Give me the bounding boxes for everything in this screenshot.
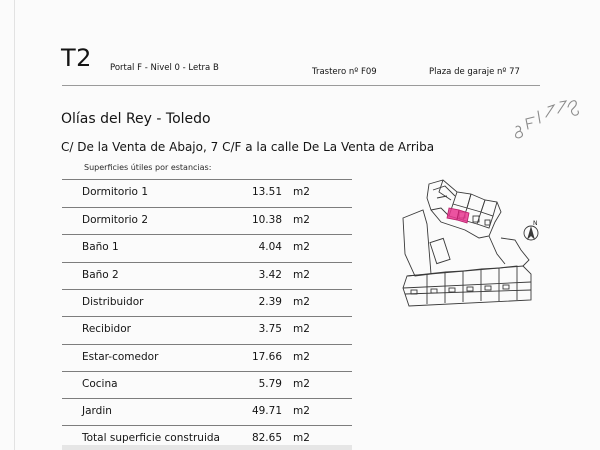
area-unit: m2 bbox=[293, 296, 310, 308]
area-unit: m2 bbox=[293, 269, 310, 281]
north-arrow-icon bbox=[524, 220, 538, 240]
area-unit: m2 bbox=[293, 323, 310, 335]
row-divider bbox=[62, 316, 352, 317]
room-label: Estar-comedor bbox=[82, 351, 159, 363]
handwritten-note-signature bbox=[512, 93, 582, 141]
table-bottom-edge bbox=[62, 445, 352, 450]
area-unit: m2 bbox=[293, 405, 310, 417]
table-row bbox=[62, 344, 352, 367]
area-unit: m2 bbox=[293, 214, 310, 226]
portal-info: Portal F - Nivel 0 - Letra B bbox=[110, 63, 219, 73]
row-divider bbox=[62, 371, 352, 372]
room-label: Baño 2 bbox=[82, 269, 119, 281]
location-title: Olías del Rey - Toledo bbox=[61, 111, 211, 127]
table-title: Superficies útiles por estancias: bbox=[84, 163, 212, 172]
table-row bbox=[62, 234, 352, 257]
room-label: Baño 1 bbox=[82, 241, 119, 253]
site-plan-diagram bbox=[393, 178, 543, 310]
row-divider bbox=[62, 207, 352, 208]
area-unit: m2 bbox=[293, 241, 310, 253]
row-divider bbox=[62, 179, 352, 180]
area-unit: m2 bbox=[293, 351, 310, 363]
row-divider bbox=[62, 398, 352, 399]
total-area: 82.65 bbox=[251, 432, 282, 444]
table-row bbox=[62, 179, 352, 202]
row-divider bbox=[62, 234, 352, 235]
area-unit: m2 bbox=[293, 432, 310, 444]
table-row bbox=[62, 262, 352, 285]
table-row bbox=[62, 316, 352, 339]
room-area: 3.75 bbox=[258, 323, 282, 335]
room-area: 4.04 bbox=[258, 241, 282, 253]
table-row bbox=[62, 398, 352, 421]
room-label: Dormitorio 2 bbox=[82, 214, 149, 226]
room-label: Dormitorio 1 bbox=[82, 186, 149, 198]
row-divider bbox=[62, 262, 352, 263]
area-unit: m2 bbox=[293, 186, 310, 198]
room-label: Jardin bbox=[82, 405, 112, 417]
room-area: 17.66 bbox=[251, 351, 282, 363]
garage-space-number: Plaza de garaje nº 77 bbox=[429, 67, 520, 77]
unit-type-code: T2 bbox=[61, 44, 92, 72]
room-area: 10.38 bbox=[251, 214, 282, 226]
row-divider bbox=[62, 344, 352, 345]
room-area: 3.42 bbox=[258, 269, 282, 281]
room-label: Recibidor bbox=[82, 323, 131, 335]
room-area: 49.71 bbox=[251, 405, 282, 417]
header-divider bbox=[62, 85, 540, 86]
area-unit: m2 bbox=[293, 378, 310, 390]
storage-room-number: Trastero nº F09 bbox=[312, 67, 377, 77]
room-label: Cocina bbox=[82, 378, 118, 390]
room-area: 13.51 bbox=[251, 186, 282, 198]
room-area: 2.39 bbox=[258, 296, 282, 308]
row-divider bbox=[62, 289, 352, 290]
table-row bbox=[62, 371, 352, 394]
table-row bbox=[62, 207, 352, 230]
highlighted-unit bbox=[447, 208, 469, 223]
room-label: Distribuidor bbox=[82, 296, 144, 308]
table-row bbox=[62, 289, 352, 312]
room-area: 5.79 bbox=[258, 378, 282, 390]
north-label: N bbox=[533, 220, 538, 227]
page-edge bbox=[14, 0, 15, 450]
street-address: C/ De la Venta de Abajo, 7 C/F a la calle De La Venta de Arriba bbox=[61, 140, 435, 154]
total-label: Total superficie construida bbox=[82, 432, 220, 444]
row-divider bbox=[62, 425, 352, 426]
